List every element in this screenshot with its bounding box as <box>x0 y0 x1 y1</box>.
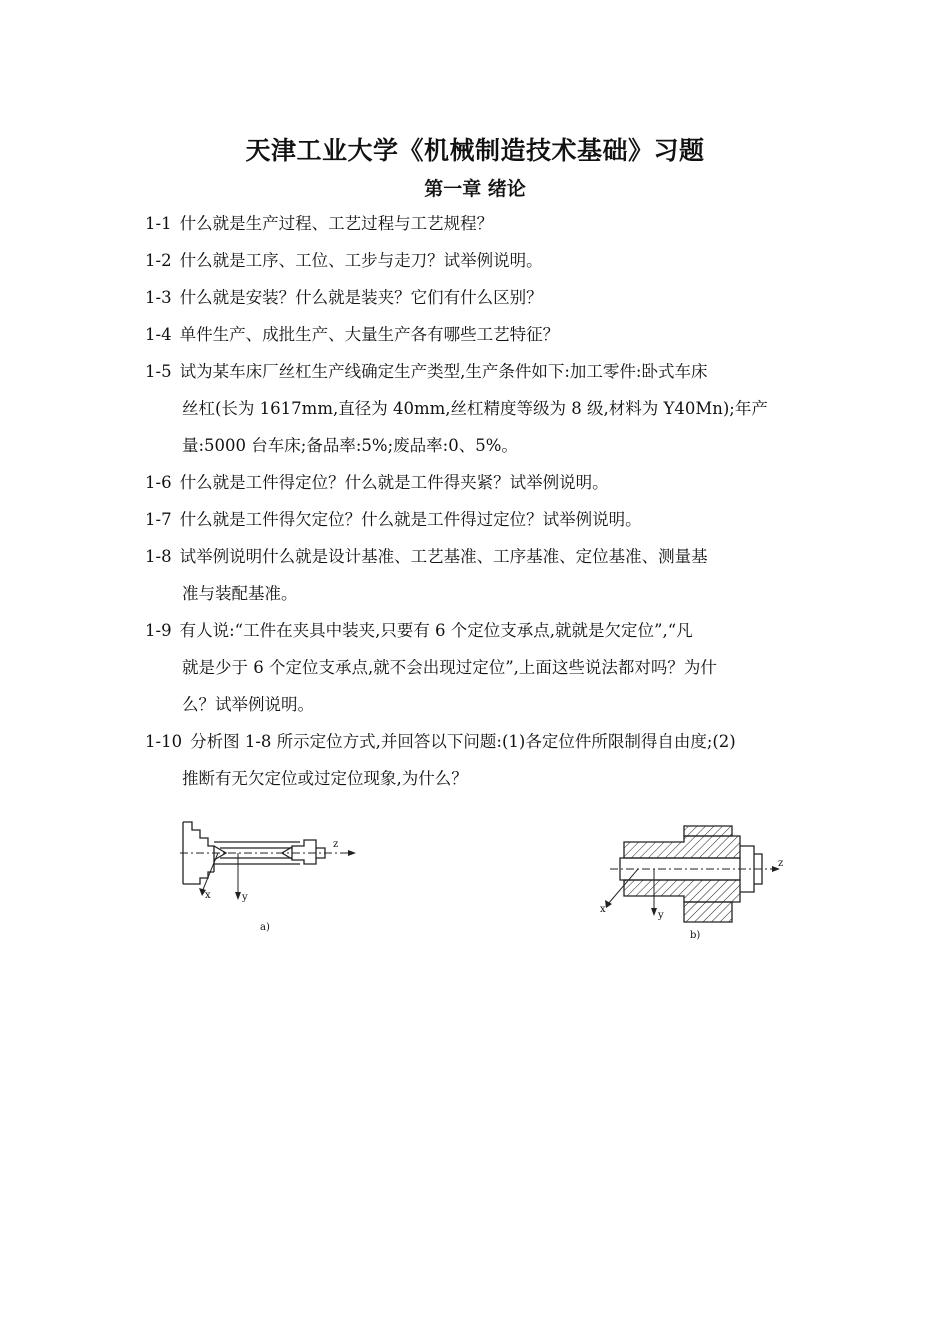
question-first-line <box>145 538 810 575</box>
question-number: 1-8 <box>145 547 172 566</box>
question-item <box>145 612 810 723</box>
question-number: 1-4 <box>145 325 172 344</box>
question-first-line <box>145 353 810 390</box>
question-number: 1-9 <box>145 621 172 640</box>
question-text: 什么就是生产过程、工艺过程与工艺规程？ <box>179 214 494 233</box>
axis-label-y: y <box>658 910 664 921</box>
axis-label-y: y <box>242 892 248 903</box>
figure-a-caption: a) <box>260 922 270 933</box>
question-text-continued: 准与装配基准。 <box>182 584 298 603</box>
question-item <box>145 501 810 538</box>
question-number: 1-2 <box>145 251 172 270</box>
question-text: 什么就是工件得欠定位？什么就是工件得过定位？试举例说明。 <box>179 510 642 529</box>
question-item <box>145 316 810 353</box>
question-first-line <box>145 242 810 279</box>
question-text-continued: 推断有无欠定位或过定位现象,为什么？ <box>182 769 468 788</box>
question-text: 什么就是工件得定位？什么就是工件得夹紧？试举例说明。 <box>179 473 609 492</box>
question-first-line <box>145 612 810 649</box>
question-text: 试举例说明什么就是设计基准、工艺基准、工序基准、定位基准、测量基 <box>179 547 708 566</box>
question-text: 单件生产、成批生产、大量生产各有哪些工艺特征？ <box>179 325 560 344</box>
question-number: 1-1 <box>145 214 172 233</box>
figure-a <box>150 812 370 947</box>
question-text: 什么就是工序、工位、工步与走刀？试举例说明。 <box>179 251 543 270</box>
question-text-continued: 量:5000 台车床;备品率:5%;废品率:0、5%。 <box>182 436 518 455</box>
document-title: 天津工业大学《机械制造技术基础》习题 <box>245 136 705 165</box>
question-item <box>145 205 810 242</box>
question-item <box>145 279 810 316</box>
axis-label-x: x <box>600 904 606 915</box>
chapter-heading: 第一章 绪论 <box>424 178 526 200</box>
question-number: 1-7 <box>145 510 172 529</box>
question-item <box>145 353 810 464</box>
question-text-continued: 就是少于 6 个定位支承点,就不会出现过定位”,上面这些说法都对吗？为什 <box>182 658 717 677</box>
question-text: 分析图 1-8 所示定位方式,并回答以下问题:(1)各定位件所限制得自由度;(2) <box>190 732 736 751</box>
question-item <box>145 242 810 279</box>
question-number: 1-6 <box>145 473 172 492</box>
question-number: 1-10 <box>145 732 183 751</box>
question-first-line <box>145 464 810 501</box>
question-number: 1-5 <box>145 362 172 381</box>
figure-b-caption: b) <box>690 930 701 941</box>
question-text: 试为某车床厂丝杠生产线确定生产类型,生产条件如下:加工零件:卧式车床 <box>179 362 708 381</box>
question-first-line <box>145 205 810 242</box>
axis-label-z: z <box>778 858 784 869</box>
figure-b <box>592 812 804 947</box>
axis-label-x: x <box>205 890 211 901</box>
question-first-line <box>145 279 810 316</box>
question-text: 有人说:“工件在夹具中装夹,只要有 6 个定位支承点,就就是欠定位”,“凡 <box>179 621 693 640</box>
question-text-continued: 丝杠(长为 1617mm,直径为 40mm,丝杠精度等级为 8 级,材料为 Y40Mn);年产 <box>182 399 768 418</box>
question-first-line <box>145 501 810 538</box>
axis-label-z: z <box>333 839 339 850</box>
question-item <box>145 464 810 501</box>
question-item <box>145 538 810 612</box>
question-text: 什么就是安装？什么就是装夹？它们有什么区别？ <box>179 288 543 307</box>
question-text-continued: 么？试举例说明。 <box>182 695 314 714</box>
question-first-line <box>145 316 810 353</box>
question-number: 1-3 <box>145 288 172 307</box>
question-first-line <box>145 723 810 760</box>
question-item <box>145 723 810 797</box>
